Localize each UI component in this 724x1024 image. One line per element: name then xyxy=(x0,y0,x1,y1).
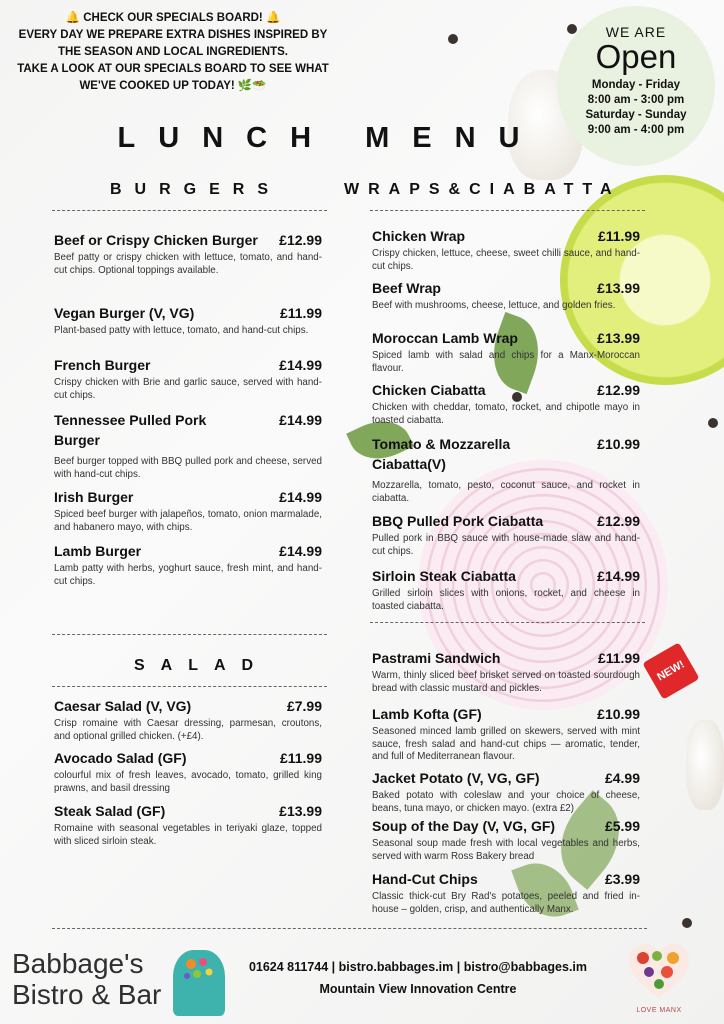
menu-item xyxy=(372,704,640,764)
item-name: Lamb Burger xyxy=(54,543,142,559)
item-name: Lamb Kofta (GF) xyxy=(372,706,482,722)
item-price: £12.99 xyxy=(597,513,640,529)
weekday-hours: 8:00 am - 3:00 pm xyxy=(587,94,685,106)
item-price: £11.99 xyxy=(279,750,322,766)
specials-line: EVERY DAY WE PREPARE EXTRA DISHES INSPIRED BY xyxy=(18,29,328,41)
item-name: Vegan Burger (V, VG) xyxy=(54,305,195,321)
item-name: Chicken Wrap xyxy=(372,228,466,244)
item-price: £12.99 xyxy=(279,232,322,248)
menu-item xyxy=(372,328,640,375)
item-price: £13.99 xyxy=(597,330,640,346)
menu-item xyxy=(54,748,322,795)
garlic-clove-decoration xyxy=(686,720,724,810)
item-name: Moroccan Lamb Wrap xyxy=(372,330,518,346)
item-price: £14.99 xyxy=(279,489,322,505)
item-description: Beef burger topped with BBQ pulled pork and cheese, served with hand-cut chips. xyxy=(54,456,322,480)
item-description: Spiced lamb with salad and chips for a Manx-Moroccan flavour. xyxy=(372,350,640,374)
item-name: Hand-Cut Chips xyxy=(372,871,478,887)
menu-item xyxy=(54,410,322,481)
item-description: Crispy chicken, lettuce, cheese, sweet chilli sauce, and hand-cut chips. xyxy=(372,248,640,272)
weekend-hours: 9:00 am - 4:00 pm xyxy=(587,124,685,136)
item-price: £4.99 xyxy=(604,770,640,786)
menu-item xyxy=(372,648,640,695)
footer-divider xyxy=(52,928,647,929)
new-badge: NEW! xyxy=(642,642,699,699)
menu-item xyxy=(54,230,322,277)
item-description: Plant-based patty with lettuce, tomato, and hand-cut chips. xyxy=(54,325,309,336)
love-manx-logo xyxy=(622,942,696,1014)
menu-item xyxy=(54,696,322,743)
section-divider xyxy=(52,210,327,211)
item-price: £5.99 xyxy=(604,818,640,834)
item-description: Lamb patty with herbs, yoghurt sauce, fresh mint, and hand-cut chips. xyxy=(54,563,322,587)
location: Mountain View Innovation Centre xyxy=(319,982,517,996)
menu-item xyxy=(372,380,640,427)
logo-line: Babbage's xyxy=(12,948,144,979)
item-price: £10.99 xyxy=(597,706,640,722)
menu-item xyxy=(54,801,322,848)
item-name: Beef Wrap xyxy=(372,280,441,296)
item-description: Warm, thinly sliced beef brisket served on toasted sourdough bread with classic mustard and pickles. xyxy=(372,670,640,694)
item-name: Caesar Salad (V, VG) xyxy=(54,698,192,714)
item-description: Mozzarella, tomato, pesto, coconut sauce, and rocket in ciabatta. xyxy=(372,480,640,504)
peppercorn-decoration xyxy=(682,918,692,928)
item-price: £14.99 xyxy=(279,412,322,428)
item-price: £14.99 xyxy=(597,568,640,584)
item-price: £14.99 xyxy=(279,357,322,373)
menu-item xyxy=(372,816,640,863)
item-name: Irish Burger xyxy=(54,489,134,505)
menu-item xyxy=(372,434,640,505)
weekday-label: Monday - Friday xyxy=(591,79,681,91)
menu-item xyxy=(54,487,322,534)
item-description: Baked potato with coleslaw and your choice of cheese, beans, tuna mayo, or chicken mayo. (extra £2) xyxy=(372,790,640,814)
item-name: Steak Salad (GF) xyxy=(54,803,166,819)
peppercorn-decoration xyxy=(708,418,718,428)
item-name: Jacket Potato (V, VG, GF) xyxy=(372,770,540,786)
item-name: Soup of the Day (V, VG, GF) xyxy=(372,818,556,834)
item-name: Beef or Crispy Chicken Burger xyxy=(54,232,258,248)
item-description: Romaine with seasonal vegetables in teriyaki glaze, topped with sliced sirloin steak. xyxy=(54,823,322,847)
peppercorn-decoration xyxy=(448,34,458,44)
item-price: £12.99 xyxy=(597,382,640,398)
item-price: £10.99 xyxy=(597,436,640,452)
item-price: £13.99 xyxy=(279,803,322,819)
item-price: £11.99 xyxy=(597,228,640,244)
item-name: Sirloin Steak Ciabatta xyxy=(372,568,516,584)
specials-notice xyxy=(8,10,338,95)
item-description: Pulled pork in BBQ sauce with house-made slaw and hand-cut chips. xyxy=(372,533,640,557)
specials-line: WE'VE COOKED UP TODAY! 🌿🥗 xyxy=(79,80,267,92)
item-name: Chicken Ciabatta xyxy=(372,382,486,398)
open-label: Open xyxy=(595,38,677,75)
bistro-logo xyxy=(12,948,161,1010)
section-divider xyxy=(52,634,327,635)
wraps-heading: WRAPS&CIABATTA xyxy=(344,181,621,198)
weekend-label: Saturday - Sunday xyxy=(585,109,687,121)
item-description: Seasoned minced lamb grilled on skewers, served with mint sauce, fresh salad and hand-cut chips — aromatic, tender, and full of Mediterranean flavour. xyxy=(372,726,640,762)
item-name: French Burger xyxy=(54,357,151,373)
item-description: Crispy chicken with Brie and garlic sauce, served with hand-cut chips. xyxy=(54,377,322,401)
item-name: Avocado Salad (GF) xyxy=(54,750,187,766)
item-description: Classic thick-cut Bry Rad's potatoes, peeled and fried in-house – golden, crisp, and authentically Manx. xyxy=(372,891,640,915)
menu-item xyxy=(372,511,640,558)
logo-line: Bistro & Bar xyxy=(12,979,162,1010)
love-manx-text: LOVE MANX xyxy=(636,1007,682,1014)
item-description: colourful mix of fresh leaves, avocado, tomato, grilled king prawns, and basil dressing xyxy=(54,770,322,794)
item-description: Crisp romaine with Caesar dressing, parmesan, croutons, and optional grilled chicken. (+£4). xyxy=(54,718,322,742)
item-name: BBQ Pulled Pork Ciabatta xyxy=(372,513,544,529)
specials-line: THE SEASON AND LOCAL INGREDIENTS. xyxy=(57,46,289,58)
item-description: Chicken with cheddar, tomato, rocket, and chipotle mayo in toasted ciabatta. xyxy=(372,402,640,426)
menu-item xyxy=(54,355,322,402)
menu-item xyxy=(372,226,640,273)
section-divider xyxy=(370,622,645,623)
item-description: Seasonal soup made fresh with local vegetables and herbs, served with warm Ross Bakery bread xyxy=(372,838,640,862)
item-description: Spiced beef burger with jalapeños, tomato, onion marmalade, and habanero mayo, with chips. xyxy=(54,509,322,533)
section-divider xyxy=(370,210,645,211)
menu-item xyxy=(54,541,322,588)
logo-head-icon xyxy=(173,950,225,1016)
item-price: £13.99 xyxy=(597,280,640,296)
menu-title: LUNCH MENU xyxy=(117,122,543,154)
specials-line: 🔔 CHECK OUR SPECIALS BOARD! 🔔 xyxy=(65,12,281,24)
specials-line: TAKE A LOOK AT OUR SPECIALS BOARD TO SEE WHAT xyxy=(17,63,329,75)
item-price: £3.99 xyxy=(604,871,640,887)
menu-item xyxy=(372,566,640,613)
menu-item xyxy=(372,869,640,916)
item-name: Pastrami Sandwich xyxy=(372,650,501,666)
item-name: Tomato & Mozzarella Ciabatta(V) xyxy=(372,436,511,472)
menu-item xyxy=(54,303,322,338)
we-are-label: WE ARE xyxy=(605,24,667,40)
section-divider xyxy=(52,686,327,687)
item-description: Beef with mushrooms, cheese, lettuce, and golden fries. xyxy=(372,300,616,311)
menu-item xyxy=(372,278,640,313)
salad-heading: SALAD xyxy=(134,657,270,674)
item-description: Grilled sirloin slices with onions, rocket, and cheese in toasted ciabatta. xyxy=(372,588,640,612)
contact-info xyxy=(222,956,614,1000)
burgers-heading: BURGERS xyxy=(110,181,282,198)
contact-details: 01624 811744 | bistro.babbages.im | bistro@babbages.im xyxy=(248,960,588,974)
item-price: £11.99 xyxy=(597,650,640,666)
menu-item xyxy=(372,768,640,815)
item-price: £11.99 xyxy=(279,305,322,321)
heart-icon xyxy=(627,942,691,1000)
item-name: Tennessee Pulled Pork Burger xyxy=(54,412,207,448)
item-price: £14.99 xyxy=(279,543,322,559)
item-price: £7.99 xyxy=(286,698,322,714)
item-description: Beef patty or crispy chicken with lettuce, tomato, and hand-cut chips. Optional toppings available. xyxy=(54,252,322,276)
